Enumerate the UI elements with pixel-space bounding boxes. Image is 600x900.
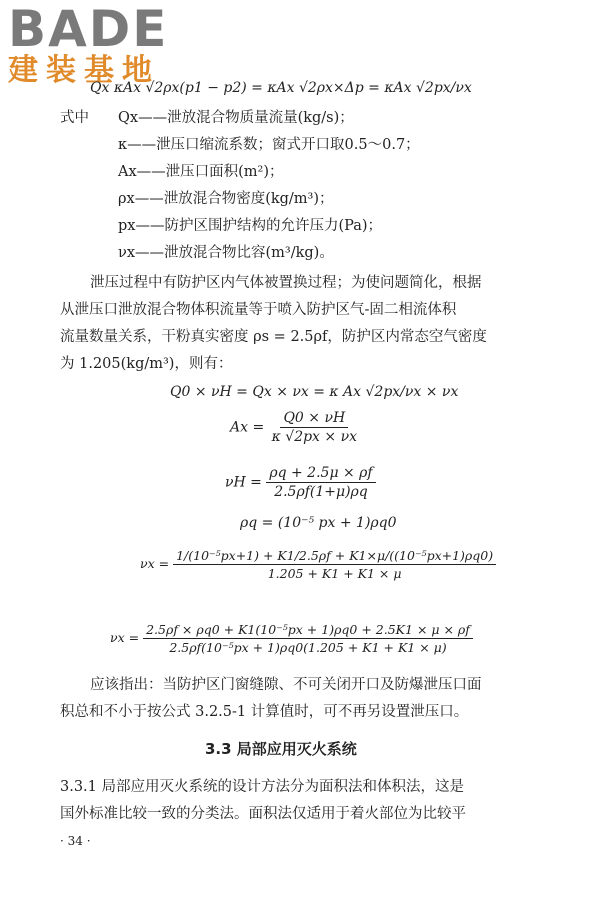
equation-1: Q0 × νH = Qx × νx = κ Ax √2px/νx × νx [170,384,459,400]
equation-5: νx = $\frac{\text{1/(10⁻⁵px+1) + K1/2.5ρf + K1×μ/((10⁻⁵px+1)ρq0)}}{1.205 + K1 + K1 \times \mu}$ [140,548,496,581]
page-number: · 34 · [60,834,91,848]
bade-logo [8,0,183,88]
paragraph-line: 为 1.205(kg/m³)，则有： [60,356,233,372]
section-heading: 3.3 局部应用灭火系统 [205,740,357,758]
logo-subtitle: 建装基地 [8,53,160,88]
equation-2: Ax = $\frac{Q0 \times \nu H}{\kappa √2px \times \nu x}$ [230,410,357,445]
paragraph-line: 泄压过程中有防护区内气体被置换过程；为使问题简化，根据 [90,275,482,291]
definition-line: Qx——泄放混合物质量流量(kg/s)； [118,110,354,126]
paragraph-line: 国外标准比较一致的分类法。面积法仅适用于着火部位为比较平 [60,806,466,822]
paragraph-line: 3.3.1 局部应用灭火系统的设计方法分为面积法和体积法，这是 [60,779,465,795]
where-label: 式中 [60,110,89,126]
paragraph-line: 流量数量关系，干粉真实密度 ρs = 2.5ρf，防护区内常态空气密度 [60,329,487,345]
equation-3: νH = $\frac{\rho q + 2.5\mu \times \rho f}{2.5\rho f(1+\mu)\rho q}$ [225,465,376,500]
definition-line: νx——泄放混合物比容(m³/kg)。 [118,245,334,261]
paragraph-line: 应该指出：当防护区门窗缝隙、不可关闭开口及防爆泄压口面 [90,677,482,693]
paragraph-line: 积总和不小于按公式 3.2.5-1 计算值时，可不再另设置泄压口。 [60,704,469,720]
logo-mark: BADE [8,0,169,58]
equation-6: νx = $\frac{\text{2.5ρf × ρq0 + K1(10⁻⁵px + 1)ρq0 + 2.5K1 × μ × ρf}}{\text{2.5ρf(10⁻⁵px + 1)ρq0(1.205 + K1 + K1 × μ)}}$ [110,622,473,655]
definition-line: Ax——泄压口面积(m²)； [118,164,284,180]
definition-line: ρx——泄放混合物密度(kg/m³)； [118,191,334,207]
paragraph-line: 从泄压口泄放混合物体积流量等于喷入防护区气-固二相流体积 [60,302,457,318]
formula-top: Qx κAx √2ρx(p1 − p2) = κAx √2ρx×Δp = κAx √2px/νx [90,80,472,96]
equation-4: ρq = (10⁻⁵ px + 1)ρq0 [240,515,397,531]
definition-line: κ——泄压口缩流系数；窗式开口取0.5～0.7； [118,137,420,153]
definition-line: px——防护区围护结构的允许压力(Pa)； [118,218,383,234]
